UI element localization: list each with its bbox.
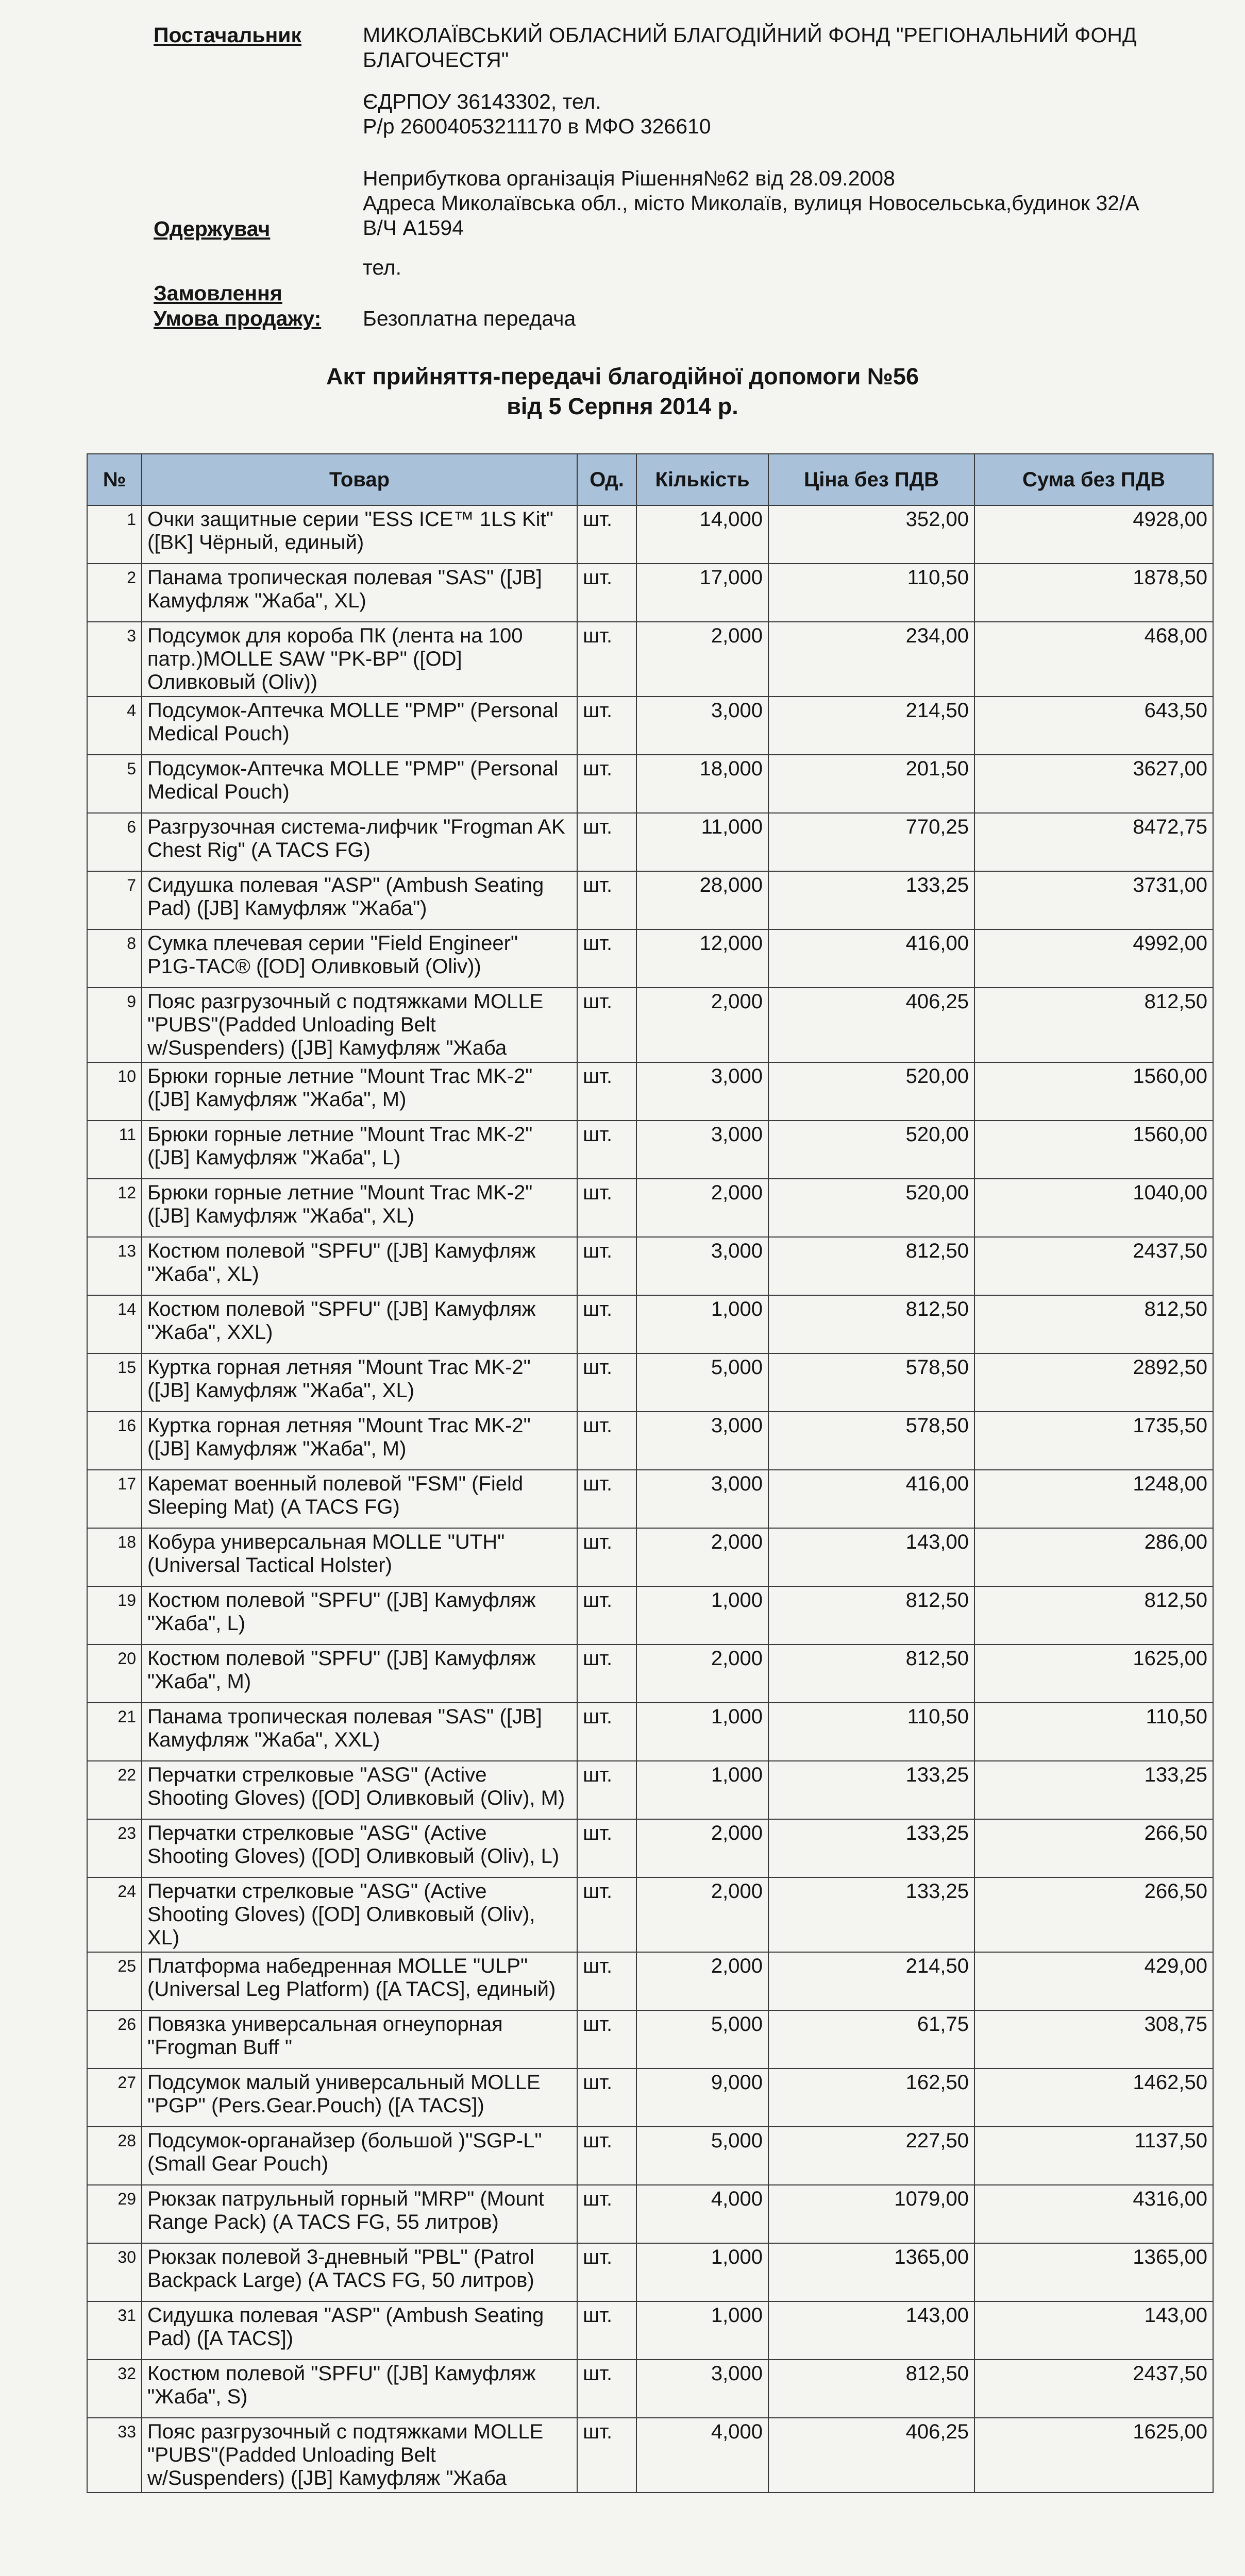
- row-price: 133,25: [768, 1761, 974, 1819]
- row-sum: 133,25: [974, 1761, 1213, 1819]
- row-product-name: Повязка универсальная огнеупорная "Frogman Buff ": [142, 2010, 577, 2069]
- supplier-name-line2: БЛАГОЧЕСТЯ": [363, 48, 509, 72]
- row-number: 3: [87, 622, 142, 697]
- row-sum: 1137,50: [974, 2127, 1213, 2185]
- supplier-nonprofit: Неприбуткова організація Рішення№62 від 28.09.2008: [363, 166, 895, 190]
- row-sum: 1365,00: [974, 2243, 1213, 2301]
- row-number: 14: [87, 1295, 142, 1353]
- supplier-address: Адреса Миколаївська обл., місто Миколаїв, вулиця Новосельська,будинок 32/А: [363, 191, 1139, 215]
- order-label: Замовлення: [154, 281, 282, 305]
- row-unit: шт.: [577, 2360, 636, 2418]
- row-sum: 1248,00: [974, 1470, 1213, 1528]
- row-number: 16: [87, 1412, 142, 1470]
- row-product-name: Разгрузочная система-лифчик "Frogman AK Chest Rig" (A TACS FG): [142, 813, 577, 871]
- row-sum: 2892,50: [974, 1353, 1213, 1412]
- table-row: [87, 505, 1213, 564]
- table-row: [87, 2069, 1213, 2127]
- row-unit: шт.: [577, 2010, 636, 2069]
- row-quantity: 3,000: [636, 1121, 768, 1179]
- row-unit: шт.: [577, 622, 636, 697]
- row-unit: шт.: [577, 1237, 636, 1295]
- row-number: 21: [87, 1703, 142, 1761]
- row-sum: 812,50: [974, 1295, 1213, 1353]
- row-unit: шт.: [577, 1121, 636, 1179]
- row-number: 31: [87, 2301, 142, 2360]
- row-price: 214,50: [768, 1952, 974, 2010]
- table-row: [87, 1470, 1213, 1528]
- row-number: 13: [87, 1237, 142, 1295]
- row-number: 28: [87, 2127, 142, 2185]
- row-quantity: 2,000: [636, 1952, 768, 2010]
- table-row: [87, 1295, 1213, 1353]
- row-unit: шт.: [577, 813, 636, 871]
- row-price: 143,00: [768, 1528, 974, 1586]
- supplier-name-line1: МИКОЛАЇВСЬКИЙ ОБЛАСНИЙ БЛАГОДІЙНИЙ ФОНД "РЕГІОНАЛЬНИЙ ФОНД: [363, 23, 1137, 47]
- row-number: 5: [87, 755, 142, 813]
- row-product-name: Каремат военный полевой "FSM" (Field Sleeping Mat) (A TACS FG): [142, 1470, 577, 1528]
- row-price: 143,00: [768, 2301, 974, 2360]
- row-quantity: 4,000: [636, 2418, 768, 2493]
- row-sum: 2437,50: [974, 1237, 1213, 1295]
- row-quantity: 28,000: [636, 871, 768, 929]
- recipient-value: В/Ч А1594: [363, 216, 464, 240]
- table-row: [87, 1121, 1213, 1179]
- row-product-name: Костюм полевой "SPFU" ([JB] Камуфляж "Жаба", M): [142, 1645, 577, 1703]
- table-row: [87, 2360, 1213, 2418]
- row-price: 110,50: [768, 564, 974, 622]
- col-header-product: Товар: [142, 454, 577, 505]
- table-row: [87, 755, 1213, 813]
- row-product-name: Панама тропическая полевая "SAS" ([JB] Камуфляж "Жаба", XL): [142, 564, 577, 622]
- document-title: Акт прийняття-передачі благодійної допомоги №56: [326, 363, 919, 389]
- table-row: [87, 988, 1213, 1062]
- row-product-name: Подсумок-органайзер (большой )"SGP-L" (Small Gear Pouch): [142, 2127, 577, 2185]
- recipient-label: Одержувач: [154, 217, 271, 241]
- row-number: 25: [87, 1952, 142, 2010]
- table-row: [87, 1645, 1213, 1703]
- row-unit: шт.: [577, 1761, 636, 1819]
- row-quantity: 5,000: [636, 1353, 768, 1412]
- row-quantity: 2,000: [636, 1179, 768, 1237]
- table-row: [87, 2301, 1213, 2360]
- row-product-name: Рюкзак патрульный горный "MRP" (Mount Range Pack) (A TACS FG, 55 литров): [142, 2185, 577, 2243]
- col-header-unit: Од.: [577, 454, 636, 505]
- row-product-name: Очки защитные серии "ESS ICE™ 1LS Kit" ([BK] Чёрный, единый): [142, 505, 577, 564]
- row-product-name: Панама тропическая полевая "SAS" ([JB] Камуфляж "Жаба", XXL): [142, 1703, 577, 1761]
- row-unit: шт.: [577, 1645, 636, 1703]
- row-unit: шт.: [577, 755, 636, 813]
- table-row: [87, 564, 1213, 622]
- table-header-row: [87, 454, 1213, 505]
- row-quantity: 1,000: [636, 1703, 768, 1761]
- table-row: [87, 2185, 1213, 2243]
- row-unit: шт.: [577, 2185, 636, 2243]
- row-sum: 308,75: [974, 2010, 1213, 2069]
- row-unit: шт.: [577, 1179, 636, 1237]
- row-quantity: 2,000: [636, 1528, 768, 1586]
- table-row: [87, 2010, 1213, 2069]
- row-quantity: 2,000: [636, 1645, 768, 1703]
- supplier-account: Р/р 26004053211170 в МФО 326610: [363, 114, 711, 138]
- row-number: 27: [87, 2069, 142, 2127]
- table-row: [87, 929, 1213, 988]
- row-price: 133,25: [768, 871, 974, 929]
- row-number: 8: [87, 929, 142, 988]
- row-price: 416,00: [768, 1470, 974, 1528]
- table-row: [87, 1412, 1213, 1470]
- row-sum: 4316,00: [974, 2185, 1213, 2243]
- row-sum: 468,00: [974, 622, 1213, 697]
- row-quantity: 11,000: [636, 813, 768, 871]
- row-sum: 1462,50: [974, 2069, 1213, 2127]
- row-quantity: 17,000: [636, 564, 768, 622]
- row-unit: шт.: [577, 2127, 636, 2185]
- row-product-name: Подсумок малый универсальный MOLLE "PGP" (Pers.Gear.Pouch) ([A TACS]): [142, 2069, 577, 2127]
- row-quantity: 9,000: [636, 2069, 768, 2127]
- row-price: 578,50: [768, 1353, 974, 1412]
- row-price: 578,50: [768, 1412, 974, 1470]
- row-number: 22: [87, 1761, 142, 1819]
- row-quantity: 1,000: [636, 1761, 768, 1819]
- table-row: [87, 1237, 1213, 1295]
- row-quantity: 4,000: [636, 2185, 768, 2243]
- row-product-name: Куртка горная летняя "Mount Trac MK-2" ([JB] Камуфляж "Жаба", M): [142, 1412, 577, 1470]
- row-price: 812,50: [768, 1586, 974, 1645]
- row-number: 7: [87, 871, 142, 929]
- row-product-name: Сидушка полевая "ASP" (Ambush Seating Pad) ([JB] Камуфляж "Жаба"): [142, 871, 577, 929]
- row-product-name: Сидушка полевая "ASP" (Ambush Seating Pad) ([A TACS]): [142, 2301, 577, 2360]
- row-quantity: 3,000: [636, 2360, 768, 2418]
- row-price: 1365,00: [768, 2243, 974, 2301]
- row-quantity: 12,000: [636, 929, 768, 988]
- row-price: 416,00: [768, 929, 974, 988]
- row-product-name: Брюки горные летние "Mount Trac MK-2" ([JB] Камуфляж "Жаба", M): [142, 1062, 577, 1121]
- row-sum: 3731,00: [974, 871, 1213, 929]
- row-price: 812,50: [768, 1645, 974, 1703]
- table-row: [87, 2127, 1213, 2185]
- table-row: [87, 1179, 1213, 1237]
- row-unit: шт.: [577, 1819, 636, 1877]
- row-price: 234,00: [768, 622, 974, 697]
- row-sum: 110,50: [974, 1703, 1213, 1761]
- row-product-name: Подсумок-Аптечка MOLLE "PMP" (Personal Medical Pouch): [142, 755, 577, 813]
- row-quantity: 18,000: [636, 755, 768, 813]
- row-sum: 4992,00: [974, 929, 1213, 988]
- row-number: 18: [87, 1528, 142, 1586]
- row-quantity: 5,000: [636, 2127, 768, 2185]
- row-number: 29: [87, 2185, 142, 2243]
- row-price: 812,50: [768, 1237, 974, 1295]
- row-price: 812,50: [768, 1295, 974, 1353]
- table-row: [87, 697, 1213, 755]
- row-sum: 266,50: [974, 1819, 1213, 1877]
- row-quantity: 3,000: [636, 1237, 768, 1295]
- row-number: 24: [87, 1877, 142, 1952]
- row-number: 1: [87, 505, 142, 564]
- row-unit: шт.: [577, 697, 636, 755]
- row-product-name: Платформа набедренная MOLLE "ULP" (Universal Leg Platform) ([A TACS], единый): [142, 1952, 577, 2010]
- row-number: 2: [87, 564, 142, 622]
- row-number: 10: [87, 1062, 142, 1121]
- row-number: 20: [87, 1645, 142, 1703]
- row-product-name: Перчатки стрелковые "ASG" (Active Shooting Gloves) ([OD] Оливковый (Oliv), XL): [142, 1877, 577, 1952]
- row-quantity: 3,000: [636, 697, 768, 755]
- recipient-phone: тел.: [363, 256, 402, 279]
- row-price: 61,75: [768, 2010, 974, 2069]
- row-price: 812,50: [768, 2360, 974, 2418]
- row-sum: 1560,00: [974, 1121, 1213, 1179]
- row-unit: шт.: [577, 2069, 636, 2127]
- row-number: 17: [87, 1470, 142, 1528]
- table-row: [87, 1819, 1213, 1877]
- row-price: 520,00: [768, 1179, 974, 1237]
- row-sum: 1625,00: [974, 1645, 1213, 1703]
- row-product-name: Рюкзак полевой 3-дневный "PBL" (Patrol Backpack Large) (A TACS FG, 50 литров): [142, 2243, 577, 2301]
- row-quantity: 3,000: [636, 1412, 768, 1470]
- table-row: [87, 1952, 1213, 2010]
- row-price: 352,00: [768, 505, 974, 564]
- row-product-name: Подсумок-Аптечка MOLLE "PMP" (Personal Medical Pouch): [142, 697, 577, 755]
- row-unit: шт.: [577, 1528, 636, 1586]
- row-unit: шт.: [577, 505, 636, 564]
- supplier-label: Постачальник: [154, 23, 301, 47]
- row-unit: шт.: [577, 1586, 636, 1645]
- row-unit: шт.: [577, 2418, 636, 2493]
- row-sum: 266,50: [974, 1877, 1213, 1952]
- table-row: [87, 1761, 1213, 1819]
- row-sum: 286,00: [974, 1528, 1213, 1586]
- row-number: 32: [87, 2360, 142, 2418]
- row-unit: шт.: [577, 1353, 636, 1412]
- row-unit: шт.: [577, 988, 636, 1062]
- row-quantity: 5,000: [636, 2010, 768, 2069]
- row-product-name: Костюм полевой "SPFU" ([JB] Камуфляж "Жаба", XL): [142, 1237, 577, 1295]
- row-quantity: 1,000: [636, 1295, 768, 1353]
- row-unit: шт.: [577, 1062, 636, 1121]
- row-quantity: 1,000: [636, 2243, 768, 2301]
- row-product-name: Кобура универсальная MOLLE "UTH" (Universal Tactical Holster): [142, 1528, 577, 1586]
- table-row: [87, 1703, 1213, 1761]
- table-row: [87, 2418, 1213, 2493]
- row-product-name: Пояс разгрузочный с подтяжками MOLLE "PUBS"(Padded Unloading Belt w/Suspenders) ([JB] Камуфляж "Жаба: [142, 988, 577, 1062]
- row-sum: 812,50: [974, 1586, 1213, 1645]
- row-sum: 1878,50: [974, 564, 1213, 622]
- row-number: 15: [87, 1353, 142, 1412]
- row-quantity: 2,000: [636, 1877, 768, 1952]
- row-quantity: 3,000: [636, 1062, 768, 1121]
- row-price: 1079,00: [768, 2185, 974, 2243]
- terms-label: Умова продажу:: [154, 307, 322, 330]
- row-unit: шт.: [577, 1703, 636, 1761]
- row-unit: шт.: [577, 929, 636, 988]
- row-sum: 812,50: [974, 988, 1213, 1062]
- row-sum: 643,50: [974, 697, 1213, 755]
- row-sum: 143,00: [974, 2301, 1213, 2360]
- row-number: 19: [87, 1586, 142, 1645]
- table-row: [87, 1062, 1213, 1121]
- table-row: [87, 871, 1213, 929]
- table-row: [87, 1353, 1213, 1412]
- row-unit: шт.: [577, 2243, 636, 2301]
- terms-value: Безоплатна передача: [363, 307, 576, 330]
- col-header-sum: Сума без ПДВ: [974, 454, 1213, 505]
- row-price: 133,25: [768, 1819, 974, 1877]
- table-row: [87, 2243, 1213, 2301]
- row-price: 214,50: [768, 697, 974, 755]
- row-number: 26: [87, 2010, 142, 2069]
- row-number: 11: [87, 1121, 142, 1179]
- table-row: [87, 1877, 1213, 1952]
- row-number: 12: [87, 1179, 142, 1237]
- items-table-body: [87, 505, 1213, 2493]
- row-price: 406,25: [768, 2418, 974, 2493]
- row-unit: шт.: [577, 871, 636, 929]
- document-date: від 5 Серпня 2014 р.: [507, 393, 738, 419]
- row-unit: шт.: [577, 564, 636, 622]
- row-number: 4: [87, 697, 142, 755]
- row-price: 227,50: [768, 2127, 974, 2185]
- row-product-name: Костюм полевой "SPFU" ([JB] Камуфляж "Жаба", XXL): [142, 1295, 577, 1353]
- row-product-name: Подсумок для короба ПК (лента на 100 патр.)MOLLE SAW "PK-BP" ([OD] Оливковый (Oliv)): [142, 622, 577, 697]
- row-sum: 3627,00: [974, 755, 1213, 813]
- row-product-name: Костюм полевой "SPFU" ([JB] Камуфляж "Жаба", L): [142, 1586, 577, 1645]
- row-sum: 8472,75: [974, 813, 1213, 871]
- row-quantity: 1,000: [636, 1586, 768, 1645]
- row-price: 406,25: [768, 988, 974, 1062]
- row-price: 133,25: [768, 1877, 974, 1952]
- row-product-name: Костюм полевой "SPFU" ([JB] Камуфляж "Жаба", S): [142, 2360, 577, 2418]
- row-quantity: 3,000: [636, 1470, 768, 1528]
- row-price: 770,25: [768, 813, 974, 871]
- items-table: [87, 453, 1214, 2493]
- row-number: 30: [87, 2243, 142, 2301]
- row-quantity: 14,000: [636, 505, 768, 564]
- row-product-name: Перчатки стрелковые "ASG" (Active Shooting Gloves) ([OD] Оливковый (Oliv), L): [142, 1819, 577, 1877]
- row-unit: шт.: [577, 1412, 636, 1470]
- row-product-name: Куртка горная летняя "Mount Trac MK-2" ([JB] Камуфляж "Жаба", XL): [142, 1353, 577, 1412]
- row-quantity: 2,000: [636, 622, 768, 697]
- row-sum: 1735,50: [974, 1412, 1213, 1470]
- row-sum: 1560,00: [974, 1062, 1213, 1121]
- row-price: 201,50: [768, 755, 974, 813]
- row-unit: шт.: [577, 1295, 636, 1353]
- table-row: [87, 813, 1213, 871]
- row-quantity: 1,000: [636, 2301, 768, 2360]
- table-row: [87, 622, 1213, 697]
- row-sum: 2437,50: [974, 2360, 1213, 2418]
- row-price: 520,00: [768, 1121, 974, 1179]
- row-unit: шт.: [577, 1952, 636, 2010]
- row-price: 110,50: [768, 1703, 974, 1761]
- col-header-number: №: [87, 454, 142, 505]
- row-product-name: Пояс разгрузочный с подтяжками MOLLE "PUBS"(Padded Unloading Belt w/Suspenders) ([JB] Камуфляж "Жаба: [142, 2418, 577, 2493]
- supplier-edrpou: ЄДРПОУ 36143302, тел.: [363, 90, 601, 113]
- row-product-name: Перчатки стрелковые "ASG" (Active Shooting Gloves) ([OD] Оливковый (Oliv), M): [142, 1761, 577, 1819]
- row-product-name: Брюки горные летние "Mount Trac MK-2" ([JB] Камуфляж "Жаба", XL): [142, 1179, 577, 1237]
- row-quantity: 2,000: [636, 1819, 768, 1877]
- row-number: 33: [87, 2418, 142, 2493]
- row-unit: шт.: [577, 1470, 636, 1528]
- row-sum: 1040,00: [974, 1179, 1213, 1237]
- row-sum: 429,00: [974, 1952, 1213, 2010]
- row-number: 6: [87, 813, 142, 871]
- row-sum: 4928,00: [974, 505, 1213, 564]
- col-header-price: Ціна без ПДВ: [768, 454, 974, 505]
- table-row: [87, 1586, 1213, 1645]
- row-price: 520,00: [768, 1062, 974, 1121]
- table-row: [87, 1528, 1213, 1586]
- col-header-quantity: Кількість: [636, 454, 768, 505]
- row-number: 9: [87, 988, 142, 1062]
- row-sum: 1625,00: [974, 2418, 1213, 2493]
- row-unit: шт.: [577, 2301, 636, 2360]
- row-product-name: Сумка плечевая серии "Field Engineer" P1G-TAC® ([OD] Оливковый (Oliv)): [142, 929, 577, 988]
- row-price: 162,50: [768, 2069, 974, 2127]
- row-product-name: Брюки горные летние "Mount Trac MK-2" ([JB] Камуфляж "Жаба", L): [142, 1121, 577, 1179]
- row-unit: шт.: [577, 1877, 636, 1952]
- row-number: 23: [87, 1819, 142, 1877]
- row-quantity: 2,000: [636, 988, 768, 1062]
